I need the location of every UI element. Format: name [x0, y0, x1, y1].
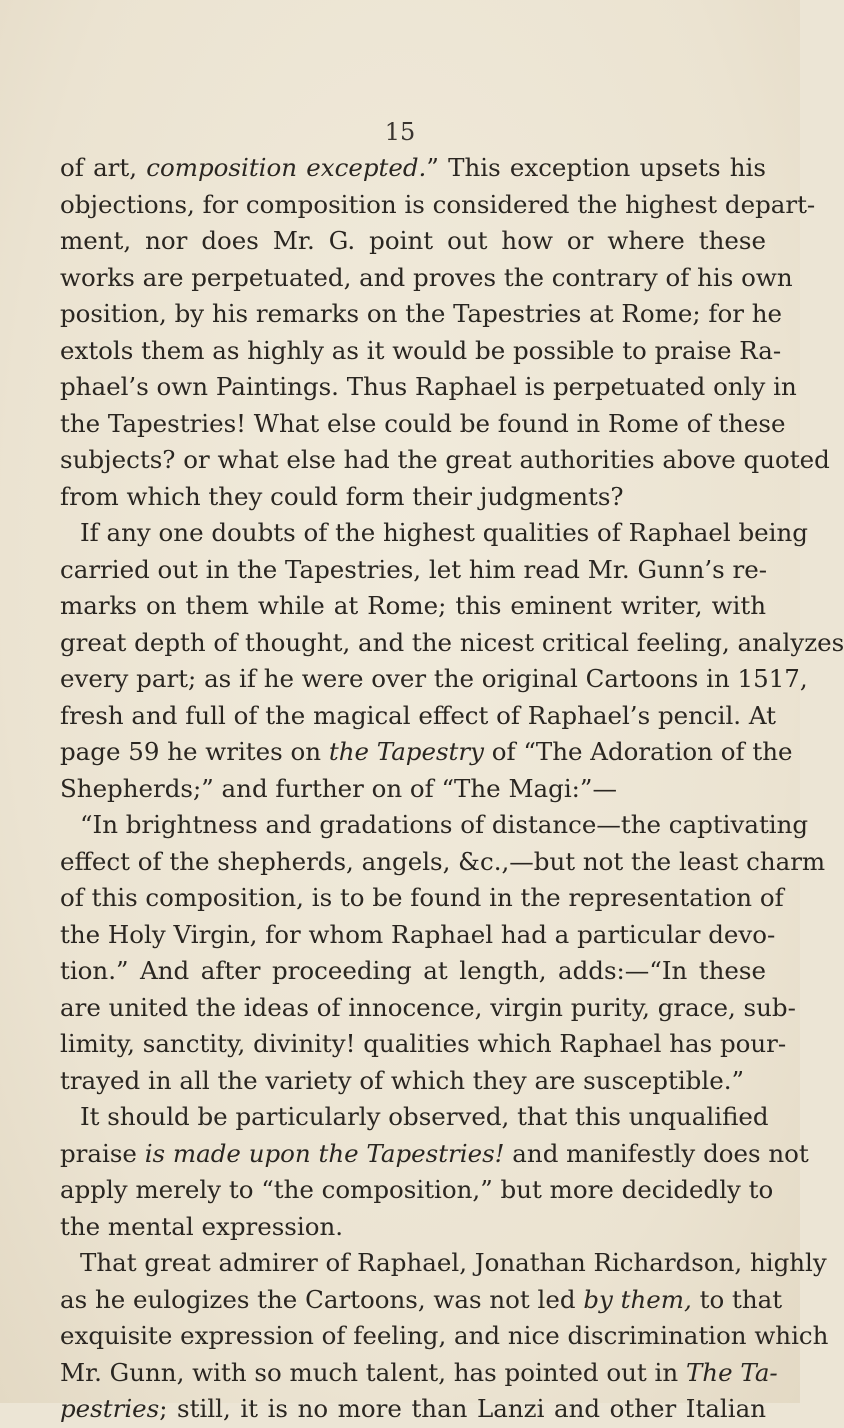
text-line — [60, 223, 766, 260]
text-line — [60, 296, 782, 333]
text-segment: to that — [691, 1284, 783, 1314]
body-text — [60, 150, 844, 1428]
italic-text: pestries — [60, 1394, 160, 1423]
text-segment: objections, for composition is considered the highest depart- — [60, 189, 816, 219]
text-segment: “In brightness and gradations of distance—the captivating — [80, 810, 809, 839]
text-line — [60, 917, 776, 954]
text-segment: of art, — [60, 153, 147, 182]
text-line — [60, 187, 816, 224]
text-line — [60, 1026, 787, 1063]
text-segment: phael’s own Paintings. Thus Raphael is perpetuated only in — [60, 372, 797, 401]
text-segment: the mental expression. — [60, 1211, 344, 1241]
text-segment: works are perpetuated, and proves the contrary of his own — [60, 262, 793, 292]
text-line — [60, 625, 844, 662]
italic-text: The Ta- — [685, 1357, 778, 1387]
text-line — [60, 1318, 829, 1355]
text-line — [60, 333, 782, 370]
italic-text: the Tapestry — [328, 737, 484, 766]
text-line — [60, 1209, 766, 1246]
text-line — [60, 588, 766, 625]
text-line — [60, 698, 776, 735]
text-segment: ” This exception upsets his — [426, 153, 766, 182]
text-segment: trayed in all the variety of which they are susceptible.” — [60, 1065, 745, 1095]
text-line — [60, 1391, 766, 1428]
text-segment: of “The Adoration of the — [483, 737, 793, 766]
text-line — [60, 880, 784, 917]
text-line — [60, 552, 766, 589]
text-line — [60, 807, 809, 844]
text-segment: ment, nor does Mr. G. point out how or where these — [60, 226, 766, 255]
text-segment: extols them as highly as it would be possible to praise Ra- — [60, 335, 782, 365]
text-segment: ; still, it is no more than Lanzi and other Italian — [159, 1394, 766, 1423]
text-line — [60, 1099, 769, 1136]
text-line — [60, 1136, 809, 1173]
text-segment: fresh and full of the magical effect of Raphael’s pencil. At — [60, 700, 776, 730]
text-segment: and manifestly does not — [504, 1138, 809, 1168]
text-segment: marks on them while at Rome; this eminent writer, with — [60, 591, 766, 620]
text-segment: page 59 he writes on — [60, 737, 329, 766]
text-line — [60, 1355, 778, 1392]
text-line — [60, 406, 786, 443]
text-line — [60, 1282, 783, 1319]
text-line — [60, 844, 826, 881]
italic-text: is made upon the Tapestries! — [144, 1138, 505, 1168]
text-segment: of this composition, is to be found in the representation of — [60, 883, 784, 912]
text-segment: as he eulogizes the Cartoons, was not led — [60, 1284, 584, 1314]
text-line — [60, 369, 797, 406]
text-segment: limity, sanctity, divinity! qualities which Raphael has pour- — [60, 1029, 787, 1058]
text-segment: from which they could form their judgments? — [60, 481, 624, 511]
text-segment: Mr. Gunn, with so much talent, has pointed out in — [60, 1357, 686, 1387]
text-segment: That great admirer of Raphael, Jonathan Richardson, highly — [80, 1248, 827, 1277]
text-line — [60, 1063, 766, 1100]
text-segment: If any one doubts of the highest qualities of Raphael being — [80, 518, 808, 547]
italic-text: by them, — [583, 1284, 692, 1314]
text-segment: great depth of thought, and the nicest critical feeling, analyzes — [60, 627, 844, 657]
text-line — [60, 734, 793, 771]
text-line — [60, 479, 766, 516]
text-segment: praise — [60, 1138, 145, 1168]
text-segment: every part; as if he were over the original Cartoons in 1517, — [60, 664, 808, 693]
text-segment: It should be particularly observed, that this unqualified — [80, 1102, 769, 1131]
italic-text: composition excepted. — [146, 153, 427, 182]
text-line — [60, 442, 830, 479]
text-line — [60, 771, 766, 808]
text-segment: Shepherds;” and further on of “The Magi:”— — [60, 773, 617, 803]
text-segment: carried out in the Tapestries, let him read Mr. Gunn’s re- — [60, 554, 767, 584]
text-line — [60, 661, 808, 698]
text-segment: are united the ideas of innocence, virgin purity, grace, sub- — [60, 992, 796, 1022]
text-line — [60, 990, 796, 1027]
text-segment: apply merely to “the composition,” but more decidedly to — [60, 1175, 774, 1204]
text-line — [60, 515, 808, 552]
text-segment: subjects? or what else had the great authorities above quoted — [60, 445, 830, 474]
text-segment: the Tapestries! What else could be found in Rome of these — [60, 408, 786, 438]
text-line — [60, 953, 766, 990]
text-segment: effect of the shepherds, angels, &c.,—but not the least charm — [60, 846, 826, 876]
text-line — [60, 1245, 827, 1282]
text-segment: position, by his remarks on the Tapestries at Rome; for he — [60, 299, 782, 328]
text-line — [60, 150, 766, 187]
text-line — [60, 260, 793, 297]
text-segment: the Holy Virgin, for whom Raphael had a particular devo- — [60, 919, 776, 949]
text-segment: exquisite expression of feeling, and nice discrimination which — [60, 1321, 829, 1350]
text-segment: tion.” And after proceeding at length, adds:—“In these — [60, 956, 766, 985]
page-number: 15 — [384, 118, 416, 146]
text-line — [60, 1172, 774, 1209]
